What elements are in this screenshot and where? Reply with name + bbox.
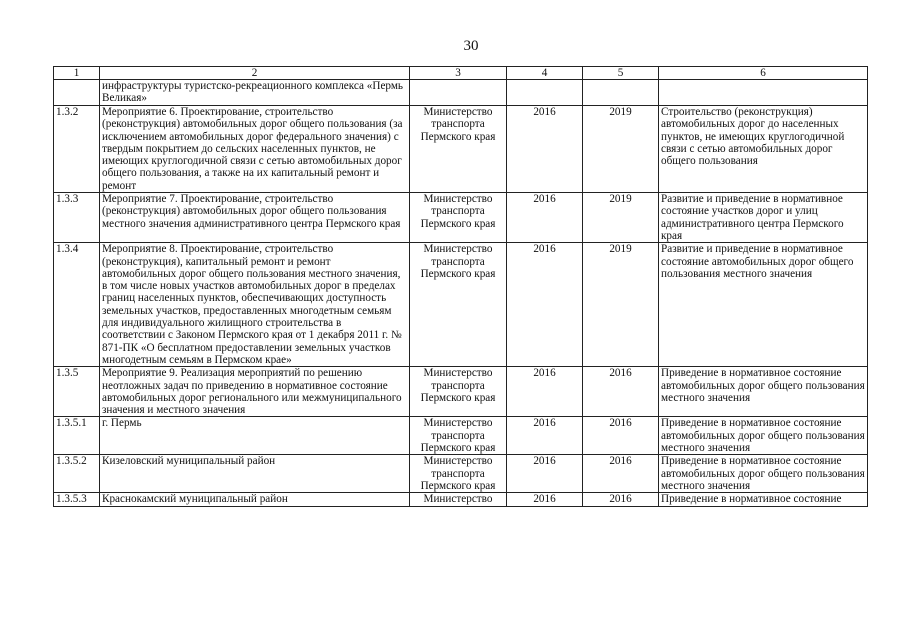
- continuation-row: [54, 80, 868, 106]
- empty-cell: [583, 80, 659, 106]
- page-number: 30: [463, 38, 479, 54]
- executor: Министерство транспорта Пермского края: [410, 367, 507, 417]
- executor: Министерство транспорта Пермского края: [410, 243, 507, 367]
- start-year: 2016: [507, 106, 583, 193]
- executor: Министерство: [410, 493, 507, 506]
- executor: Министерство транспорта Пермского края: [410, 417, 507, 455]
- table-row: [54, 193, 868, 243]
- measure-description: Мероприятие 7. Проектирование, строительство (реконструкция) автомобильных дорог общего пользования местного значения административного центра Пермского края: [100, 193, 410, 243]
- start-year: 2016: [507, 493, 583, 506]
- executor: Министерство транспорта Пермского края: [410, 193, 507, 243]
- row-number: 1.3.5.2: [54, 455, 100, 493]
- table-row: [54, 455, 868, 493]
- end-year: 2019: [583, 243, 659, 367]
- expected-result: Приведение в нормативное состояние автомобильных дорог общего пользования местного значения: [659, 367, 868, 417]
- empty-cell: [507, 80, 583, 106]
- measure-description: Мероприятие 9. Реализация мероприятий по решению неотложных задач по приведению в нормативное состояние автомобильных дорог регионального или межмуниципального значения и местного значения: [100, 367, 410, 417]
- expected-result: Приведение в нормативное состояние автомобильных дорог общего пользования местного значения: [659, 417, 868, 455]
- expected-result: Развитие и приведение в нормативное состояние участков дорог и улиц административного центра Пермского края: [659, 193, 868, 243]
- empty-cell: [659, 80, 868, 106]
- measure-description: Кизеловский муниципальный район: [100, 455, 410, 493]
- column-number: 6: [659, 67, 868, 80]
- start-year: 2016: [507, 367, 583, 417]
- start-year: 2016: [507, 455, 583, 493]
- measure-description: г. Пермь: [100, 417, 410, 455]
- row-number: 1.3.2: [54, 106, 100, 193]
- column-number: 5: [583, 67, 659, 80]
- empty-cell: [54, 80, 100, 106]
- table-row: [54, 417, 868, 455]
- measures-table: [53, 66, 868, 507]
- end-year: 2016: [583, 367, 659, 417]
- column-number: 2: [100, 67, 410, 80]
- start-year: 2016: [507, 417, 583, 455]
- row-number: 1.3.3: [54, 193, 100, 243]
- executor: Министерство транспорта Пермского края: [410, 455, 507, 493]
- row-number: 1.3.4: [54, 243, 100, 367]
- start-year: 2016: [507, 193, 583, 243]
- table-row: [54, 367, 868, 417]
- start-year: 2016: [507, 243, 583, 367]
- table-row: [54, 493, 868, 506]
- end-year: 2016: [583, 493, 659, 506]
- row-number: 1.3.5: [54, 367, 100, 417]
- measure-description: Мероприятие 8. Проектирование, строительство (реконструкция), капитальный ремонт и ремонт автомобильных дорог общего пользования местного значения, в том числе новых участков автомобильных дорог в пределах границ населенных пунктов, обеспечивающих доступность земельных участков, предоставленных многодетным семьям для индивидуального жилищного строительства в соответствии с Законом Пермского края от 1 декабря 2011 г. № 871-ПК «О бесплатном предоставлении земельных участков многодетным семьям в Пермском крае»: [100, 243, 410, 367]
- end-year: 2019: [583, 106, 659, 193]
- column-number: 3: [410, 67, 507, 80]
- end-year: 2016: [583, 417, 659, 455]
- end-year: 2019: [583, 193, 659, 243]
- expected-result: Строительство (реконструкция) автомобильных дорог до населенных пунктов, не имеющих круглогодичной связи с сетью автомобильных дорог общего пользования: [659, 106, 868, 193]
- column-number: 4: [507, 67, 583, 80]
- row-number: 1.3.5.3: [54, 493, 100, 506]
- executor: Министерство транспорта Пермского края: [410, 106, 507, 193]
- empty-cell: [410, 80, 507, 106]
- end-year: 2016: [583, 455, 659, 493]
- measure-description: Краснокамский муниципальный район: [100, 493, 410, 506]
- column-number-row: [54, 67, 868, 80]
- expected-result: Приведение в нормативное состояние автомобильных дорог общего пользования местного значения: [659, 455, 868, 493]
- expected-result: Приведение в нормативное состояние: [659, 493, 868, 506]
- continuation-text: инфраструктуры туристско-рекреационного комплекса «Пермь Великая»: [100, 80, 410, 106]
- expected-result: Развитие и приведение в нормативное состояние автомобильных дорог общего пользования местного значения: [659, 243, 868, 367]
- table-row: [54, 243, 868, 367]
- measure-description: Мероприятие 6. Проектирование, строительство (реконструкция) автомобильных дорог общего пользования (за исключением автомобильных дорог федерального значения) с твердым покрытием до сельских населенных пунктов, не имеющих круглогодичной связи с сетью автомобильных дорог общего пользования, а также на их капитальный ремонт и ремонт: [100, 106, 410, 193]
- column-number: 1: [54, 67, 100, 80]
- row-number: 1.3.5.1: [54, 417, 100, 455]
- table-row: [54, 106, 868, 193]
